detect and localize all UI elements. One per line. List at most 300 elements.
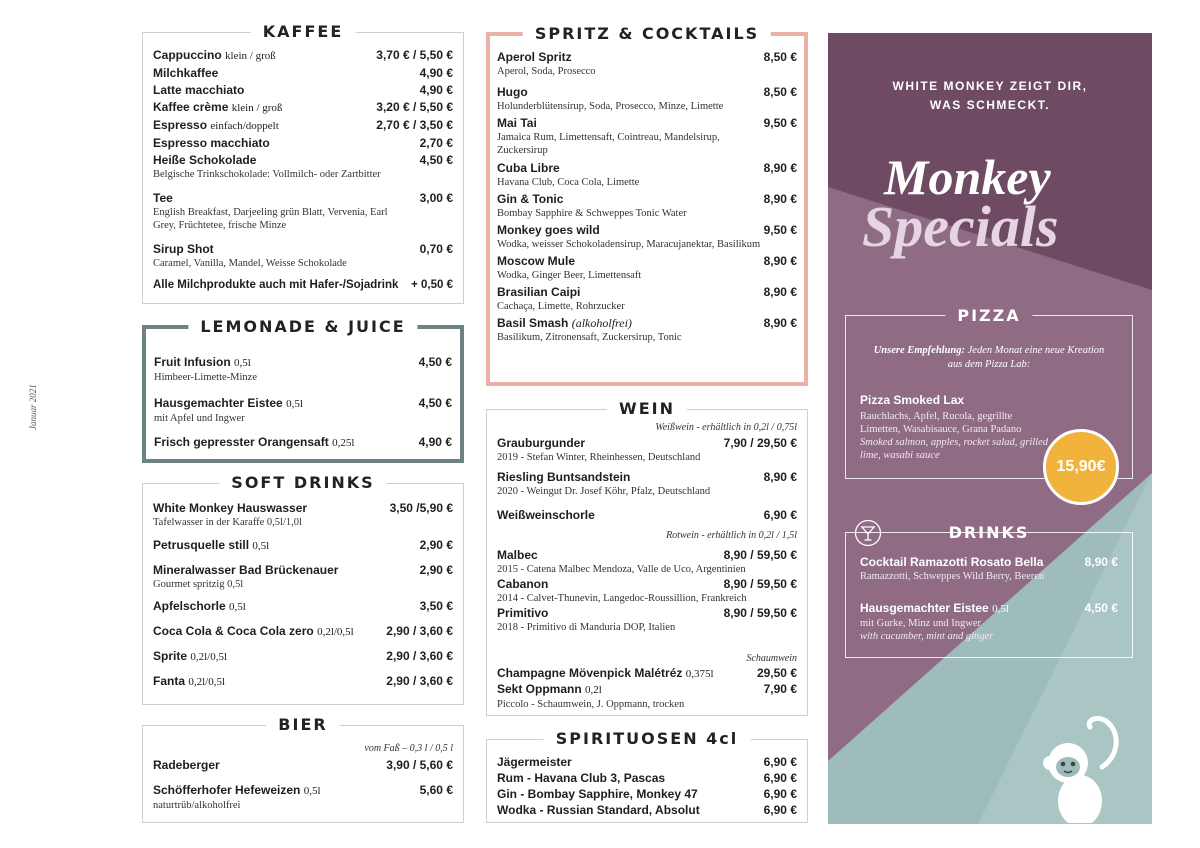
pizza-name-text: Pizza Smoked Lax [860,393,965,407]
lemonade-section [142,317,464,463]
date-note: Januar 2021 [28,384,38,430]
menu-item [153,136,453,151]
item-name-text: Gin & Tonic [497,192,564,206]
item-name-text: Cocktail Ramazotti Rosato Bella [860,555,1044,569]
item-name [497,436,585,451]
item-row [497,682,797,698]
menu-item [153,783,453,812]
item-row [153,501,453,516]
item-name-text: Hausgemachter Eistee [154,396,283,410]
bier-sub: vom Faß – 0,3 l / 0,5 l [364,743,453,754]
item-name-text: Kaffee crème [153,100,229,114]
item-row [153,758,453,773]
item-price: 8,90 / 59,50 € [723,606,797,620]
item-row [153,649,453,665]
item-name [497,787,698,802]
item-description: 2015 - Catena Malbec Mendoza, Valle de Uco, Argentinien [497,564,746,575]
item-name-text: Basil Smash [497,316,569,330]
item-alcohol-note: (alkoholfrei) [571,316,632,330]
soft-drinks-section [142,473,464,705]
menu-item [497,254,797,282]
item-name [497,755,572,770]
menu-item [497,116,797,157]
item-price: 7,90 / 29,50 € [723,436,797,450]
item-price: 2,90 / 3,60 € [386,674,453,688]
item-name-text: Weißweinschorle [497,508,595,522]
item-name [497,771,665,786]
item-row [153,624,453,640]
item-price: 6,90 € [763,787,797,801]
item-row [153,599,453,615]
item-name [153,136,270,151]
item-name [154,435,354,451]
item-name-text: Sekt Oppmann [497,682,582,696]
item-price: 2,70 € [419,136,453,150]
item-name-text: Mineralwasser Bad Brückenauer [153,563,339,577]
item-description: naturtrüb/alkoholfrei [153,800,241,811]
item-name [153,783,321,799]
menu-item [153,83,453,98]
item-price: 3,50 /5,90 € [389,501,453,515]
item-size: klein / groß [225,50,276,62]
item-name [497,223,600,238]
pizza-intro-text: Jeden Monat eine neue Kreation aus dem Pizza Lab: [947,345,1105,370]
item-description: mit Gurke, Minz und Ingwer [860,618,982,629]
item-name [497,50,572,65]
menu-item [153,242,453,270]
item-row [497,316,797,331]
menu-item [153,674,453,690]
menu-item [497,787,797,802]
item-row [497,771,797,786]
menu-item [497,192,797,220]
item-price: 7,90 € [763,682,797,696]
item-row [153,48,453,64]
item-description-en: with cucumber, mint and ginger [860,631,994,642]
item-price: 3,50 € [419,599,453,613]
item-name-text: Monkey goes wild [497,223,600,237]
item-name [153,242,214,257]
item-name [860,555,1043,570]
item-description: Piccolo - Schaumwein, J. Oppmann, trocken [497,699,685,710]
item-row [153,153,453,168]
item-row [497,606,797,621]
item-name-text: Riesling Buntsandstein [497,470,631,484]
item-price: 4,50 € [418,355,452,369]
item-price: 2,90 € [419,538,453,552]
item-price: 2,90 € [419,563,453,577]
item-row [153,100,453,116]
spirits-title: SPIRITUOSEN 4cl [544,728,751,750]
item-size: 0,2l/0,5l [188,676,226,688]
item-description: Wodka, weisser Schokoladensirup, Maracujanektar, Basilikum [497,239,761,250]
item-name [153,100,282,116]
menu-item [497,666,797,682]
menu-item [154,355,452,384]
item-name-text: Latte macchiato [153,83,245,97]
menu-item [497,161,797,189]
item-name-text: Fanta [153,674,186,688]
item-price: 2,70 € / 3,50 € [376,118,453,132]
item-description: Gourmet spritzig 0,5l [153,579,244,590]
item-description: Cachaça, Limette, Rohrzucker [497,301,625,312]
item-name-text: Sirup Shot [153,242,214,256]
item-row [154,435,452,451]
item-row [497,755,797,770]
item-name [497,682,602,698]
item-price: 6,90 € [763,508,797,522]
menu-item [153,118,453,134]
item-name [497,803,700,818]
item-row [497,508,797,523]
item-name [497,577,548,592]
item-name-text: Brasilian Caipi [497,285,581,299]
wein-sub-schaum: Schaumwein [746,653,797,664]
item-name [497,666,714,682]
item-row [153,191,453,206]
menu-item [153,758,453,773]
item-price: 8,90 € [763,470,797,484]
item-name-text: Malbec [497,548,538,562]
drinks-title: DRINKS [948,523,1030,542]
menu-item [153,538,453,554]
item-description: 2020 - Weingut Dr. Josef Köhr, Pfalz, Deutschland [497,486,711,497]
item-name-text: Rum - Havana Club 3, Pascas [497,771,666,785]
item-row [153,66,453,81]
item-price: 8,90 € [763,161,797,175]
item-description: 2014 - Calvet-Thunevin, Langedoc-Roussillion, Frankreich [497,593,747,604]
item-row [153,118,453,134]
item-name-text: Cabanon [497,577,549,591]
item-name-text: Aperol Spritz [497,50,572,64]
item-price: 8,90 / 59,50 € [723,548,797,562]
item-price: 8,50 € [763,50,797,64]
item-name-text: Radeberger [153,758,220,772]
menu-item [497,316,797,344]
tagline [828,77,1152,115]
item-price: 0,70 € [419,242,453,256]
wein-section [486,399,808,716]
menu-item [497,223,797,251]
menu-item [497,285,797,313]
item-name [153,563,338,578]
item-description: mit Apfel und Ingwer [154,413,245,424]
item-name-text: Schöfferhofer Hefeweizen [153,783,301,797]
item-name [497,285,580,300]
item-row [497,470,797,485]
lemonade-title: LEMONADE & JUICE [188,316,417,338]
menu-item [497,436,797,464]
item-name [153,599,246,615]
item-name [860,601,1009,617]
item-description: Tafelwasser in der Karaffe 0,5l/1,0l [153,517,302,528]
item-size: 0,5l [252,540,270,552]
item-row [154,355,452,371]
item-price: 8,90 / 59,50 € [723,577,797,591]
menu-item [497,577,797,605]
item-size: einfach/doppelt [210,120,279,132]
item-name [153,66,218,81]
item-name-text: Sprite [153,649,188,663]
item-description: Aperol, Soda, Prosecco [497,66,596,77]
item-row [154,396,452,412]
milk-note [153,278,453,293]
item-price: 2,90 / 3,60 € [386,624,453,638]
menu-item [497,803,797,818]
item-name [497,254,575,269]
item-name [153,624,354,640]
item-row [153,538,453,554]
item-description: Bombay Sapphire & Schweppes Tonic Water [497,208,687,219]
item-row [497,50,797,65]
item-name-text: Milchkaffee [153,66,219,80]
specials-heading-monkey: Monkey [884,149,1051,205]
item-name-text: Jägermeister [497,755,572,769]
item-price: 8,50 € [763,85,797,99]
item-price: 8,90 € [763,285,797,299]
item-row [497,223,797,238]
item-name [153,649,227,665]
bier-section [142,715,464,823]
menu-item [497,548,797,576]
monkey-icon [1040,713,1120,823]
spritz-title: SPRITZ & COCKTAILS [523,23,771,45]
pizza-name [860,393,1050,408]
item-description: Jamaica Rum, Limettensaft, Cointreau, Mandelsirup, Zuckersirup [497,132,720,156]
pizza-intro-bold: Unsere Empfehlung: [873,345,966,356]
item-description: Holunderblütensirup, Soda, Prosecco, Minze, Limette [497,101,724,112]
item-row [497,192,797,207]
menu-item [154,435,452,451]
bier-title: BIER [266,714,339,736]
spritz-section [486,24,808,386]
item-name [497,161,560,176]
item-price: 9,50 € [763,116,797,130]
item-name-text: Grauburgunder [497,436,586,450]
item-name [497,470,630,485]
item-name-text: Petrusquelle still [153,538,250,552]
item-name-text: Wodka - Russian Standard, Absolut [497,803,700,817]
item-price: 6,90 € [763,803,797,817]
item-row [497,116,797,131]
item-size: 0,5l [992,603,1009,615]
item-name [154,396,303,412]
item-row [497,436,797,451]
item-row [153,674,453,690]
item-row [497,254,797,269]
item-row [497,666,797,682]
item-price: 8,90 € [763,192,797,206]
tagline-line-1: WHITE MONKEY ZEIGT DIR, [892,79,1088,93]
item-price: 3,00 € [419,191,453,205]
item-price: 4,50 € [419,153,453,167]
item-row [153,563,453,578]
item-size: 0,2l/0,5l [190,651,228,663]
item-size: klein / groß [231,102,283,114]
item-row [860,555,1118,570]
menu-item [153,153,453,181]
spirits-section [486,729,808,823]
wein-sub-red: Rotwein - erhältlich in 0,2l / 1,5l [666,530,797,541]
item-name-text: Espresso [153,118,208,132]
item-row [497,161,797,176]
item-size: 0,375l [685,668,714,680]
item-price: 4,90 € [419,83,453,97]
item-row [497,85,797,100]
menu-item [497,755,797,770]
item-description: Himbeer-Limette-Minze [154,372,257,383]
item-name [153,118,279,134]
item-name [153,758,220,773]
wein-title: WEIN [607,398,687,420]
item-price: 6,90 € [763,771,797,785]
kaffee-section [142,22,464,304]
item-name [153,501,307,516]
item-name-text: Cuba Libre [497,161,560,175]
menu-item [497,682,797,711]
item-price: 6,90 € [763,755,797,769]
item-size: 0,5l [229,601,246,613]
menu-item [860,601,1118,643]
item-name-text: Heiße Schokolade [153,153,257,167]
item-name [153,674,225,690]
pizza-title: PIZZA [945,305,1032,327]
item-price: 4,90 € [418,435,452,449]
item-row [497,803,797,818]
item-size: 0,5l [286,398,303,410]
menu-item [153,48,453,64]
item-price: 9,50 € [763,223,797,237]
item-name [497,508,595,523]
item-row [497,548,797,563]
drinks-box [845,523,1133,658]
item-price: 8,90 € [763,254,797,268]
item-row [153,242,453,257]
menu-item [497,85,797,113]
item-name [497,192,563,207]
item-size: 0,2l/0,5l [317,626,354,638]
item-description: Ramazzotti, Schweppes Wild Berry, Beeren [860,571,1045,582]
item-name [497,116,537,131]
milk-note-price: + 0,50 € [411,279,453,291]
item-name-text: Apfelschorle [153,599,226,613]
item-row [497,285,797,300]
menu-item [860,555,1118,583]
item-description: 2019 - Stefan Winter, Rheinhessen, Deutschland [497,452,701,463]
item-name-text: Coca Cola & Coca Cola zero [153,624,314,638]
item-name-text: Gin - Bombay Sapphire, Monkey 47 [497,787,698,801]
item-price: 4,50 € [418,396,452,410]
menu-item [497,50,797,78]
menu-item [497,771,797,786]
item-name-text: Cappuccino [153,48,222,62]
menu-item [153,624,453,640]
item-price: 3,70 € / 5,50 € [376,48,453,62]
item-name [153,191,173,206]
item-name-text: Champagne Mövenpick Malétréz [497,666,683,680]
item-name [153,538,269,554]
item-row [497,577,797,592]
menu-item [153,649,453,665]
item-name [153,153,256,168]
menu-item [153,100,453,116]
item-size: 0,5l [234,357,251,369]
item-row [153,83,453,98]
item-price: 4,90 € [419,66,453,80]
specials-panel [828,33,1152,824]
item-description: 2018 - Primitivo di Manduria DOP, Italien [497,622,676,633]
item-price: 5,60 € [419,783,453,797]
pizza-desc-en: Smoked salmon, apples, rocket salad, grilled lime, wasabi sauce [860,437,1049,461]
item-row [153,783,453,799]
item-row [153,136,453,151]
item-name [497,548,538,563]
item-size: 0,5l [303,785,321,797]
menu-item [497,508,797,523]
item-size: 0,25l [332,437,355,449]
item-name [153,83,244,98]
item-name-text: Tee [153,191,173,205]
item-description: Belgische Trinkschokolade: Vollmilch- oder Zartbitter [153,169,381,180]
milk-note-text: Alle Milchprodukte auch mit Hafer-/Sojadrink [153,279,399,291]
pizza-desc: Rauchlachs, Apfel, Rucola, gegrillte Limetten, Wasabisauce, Grana Padano [860,411,1022,435]
item-description: Havana Club, Coca Cola, Limette [497,177,640,188]
item-name [154,355,251,371]
item-name [497,606,548,621]
item-description: Wodka, Ginger Beer, Limettensaft [497,270,642,281]
menu-item [497,470,797,498]
item-price: 8,90 € [1084,555,1118,569]
item-name [153,48,276,64]
item-name-text: White Monkey Hauswasser [153,501,308,515]
kaffee-title: KAFFEE [251,21,356,43]
item-price: 4,50 € [1084,601,1118,615]
item-name-text: Moscow Mule [497,254,576,268]
item-name [497,316,632,331]
menu-item [154,396,452,425]
item-price: 3,90 / 5,60 € [386,758,453,772]
item-name-text: Hausgemachter Eistee [860,601,989,615]
item-name-text: Primitivo [497,606,549,620]
item-size: 0,2l [585,684,602,696]
pizza-price-badge: 15,90€ [1043,429,1119,505]
soft-drinks-title: SOFT DRINKS [219,472,386,494]
item-row [497,787,797,802]
pizza-intro [866,344,1112,372]
item-name-text: Frisch gepresster Orangensaft [154,435,329,449]
item-name [497,85,528,100]
menu-item [153,191,453,232]
menu-item [153,599,453,615]
menu-item [153,563,453,591]
item-price: 2,90 / 3,60 € [386,649,453,663]
item-name-text: Hugo [497,85,528,99]
item-price: 3,20 € / 5,50 € [376,100,453,114]
item-description: English Breakfast, Darjeeling grün Blatt, Vervenia, Earl Grey, Früchtetee, frische Minze [153,207,388,231]
item-price: 8,90 € [763,316,797,330]
specials-heading-specials: Specials [862,194,1059,259]
item-row [860,601,1118,617]
wein-sub-white: Weißwein - erhältlich in 0,2l / 0,75l [655,422,797,433]
item-description: Basilikum, Zitronensaft, Zuckersirup, Tonic [497,332,682,343]
tagline-line-2: WAS SCHMECKT. [929,98,1051,112]
menu-item [153,66,453,81]
menu-item [153,501,453,529]
menu-item [497,606,797,634]
item-price: 29,50 € [756,666,797,680]
item-name-text: Fruit Infusion [154,355,231,369]
item-description: Caramel, Vanilla, Mandel, Weisse Schokolade [153,258,347,269]
